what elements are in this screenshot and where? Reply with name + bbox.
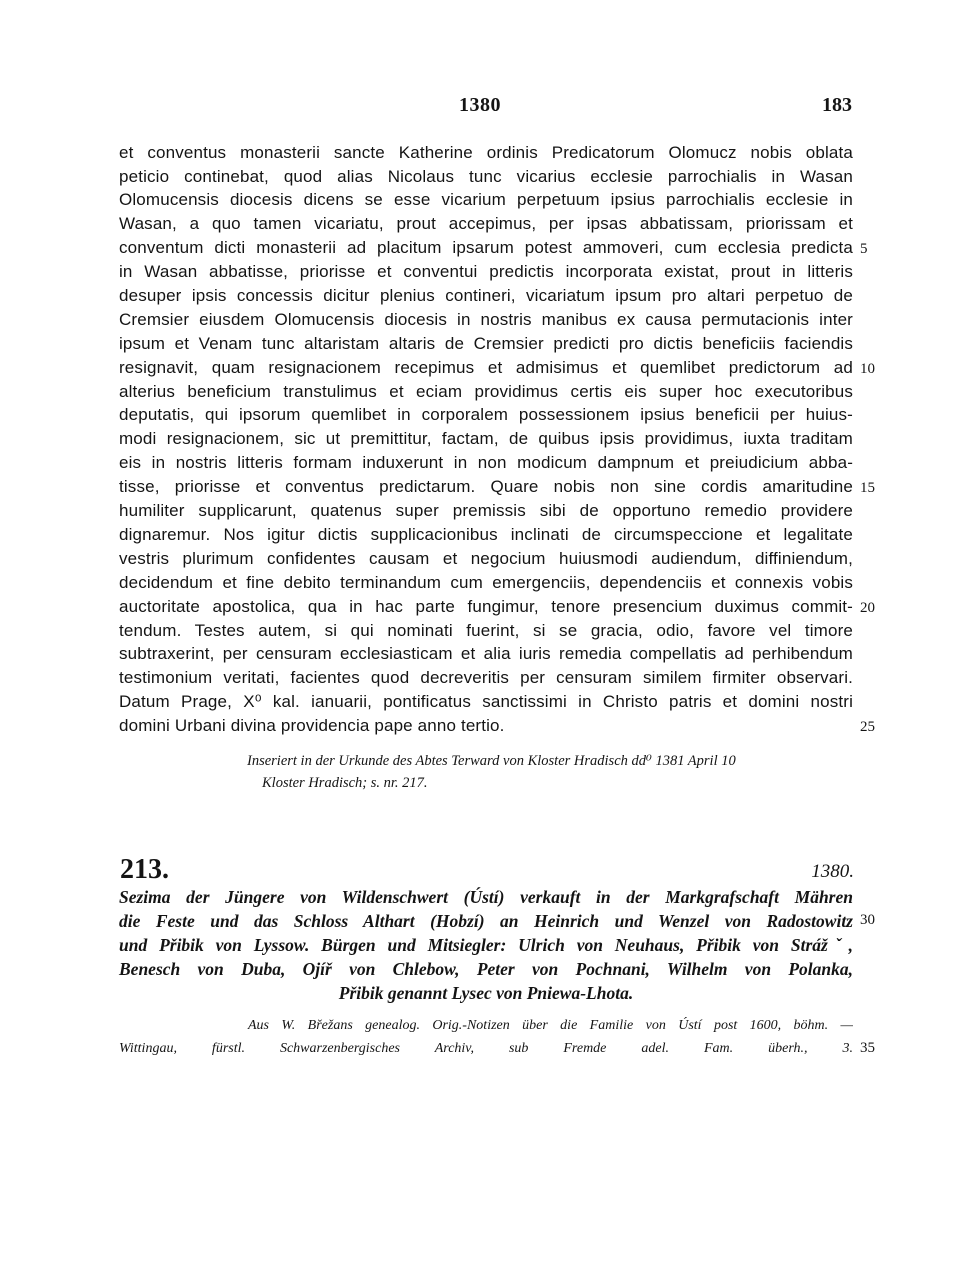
header-year: 1380 [459,94,501,116]
line-number: 30 [860,912,875,928]
page-number: 183 [822,94,852,116]
text-line: tisse, priorisse et conventus predictarum. Quare nobis non sine cordis amaritudine [119,477,853,496]
text-line: peticio continebat, quod alias Nicolaus tunc vicarius ecclesie parrochialis in Wasan [119,167,853,186]
text-line: alterius beneficium transtulimus et eciam providimus certis eis super hoc executoribus [119,382,853,401]
text-line: eis in nostris litteris formam induxerunt in non modicum dampnum et preiudicium abba- [119,453,853,472]
note-line: Kloster Hradisch; s. nr. 217. [262,775,428,791]
text-line: resignavit, quam resignacionem recepimus et admisimus et quemlibet predictorum ad [119,358,853,377]
text-line: in Wasan abbatisse, priorisse et conventui predictis incorporata existat, prout in litteris [119,262,853,281]
text-line: Wasan, a quo tamen vicariatu, prout accepimus, per ipsas abbatissam, priorissam et [119,214,853,233]
document-date: 1380. [811,861,854,882]
text-line: auctoritate apostolica, qua in hac parte fungimur, tenore presencium duximus commit- [119,597,853,616]
text-line: modi resignacionem, sic ut premittitur, factam, de quibus ipsis providimus, iuxta traditam [119,429,853,448]
regest-line: die Feste und das Schloss Althart (Hobzí) an Heinrich und Wenzel von Radostowitz [119,911,853,931]
line-number: 5 [860,241,868,257]
text-line: subtraxerint, per censuram ecclesiasticam et alia iuris remedia compellatis ad perhibendum [119,644,853,663]
note-line: Inseriert in der Urkunde des Abtes Terward von Kloster Hradisch dd⁰ 1381 April 10 [247,753,736,769]
regest-line: und Přibik von Lyssow. Bürgen und Mitsiegler: Ulrich von Neuhaus, Přibik von Strážˇ, [119,935,853,955]
line-number: 15 [860,480,875,496]
line-number: 25 [860,719,875,735]
text-line: ipsum et Venam tunc altaristam altaris de Cremsier predicti pro dictis beneficiis faciendis [119,334,853,353]
source-line: Wittingau, fürstl. Schwarzenbergisches Archiv, sub Fremde adel. Fam. überh., 3. [119,1041,853,1056]
text-line: conventum dicti monasterii ad placitum ipsarum potest ammoveri, cum ecclesia predicta [119,238,853,257]
source-line: Aus W. Břežans genealog. Orig.-Notizen über die Familie von Ústí post 1600, böhm. — [248,1018,853,1033]
regest-line: Sezima der Jüngere von Wildenschwert (Ústí) verkauft in der Markgrafschaft Mähren [119,887,853,907]
text-line: Datum Prage, X⁰ kal. ianuarii, pontificatus sanctissimi in Christo patris et domini nostri [119,692,853,711]
document-number: 213. [120,854,169,885]
text-line: Olomucensis diocesis dicens se esse vicarium perpetuum ipsius parrochialis ecclesie in [119,190,853,209]
regest-line: Přibik genannt Lysec von Pniewa-Lhota. [338,983,634,1003]
text-line: dignaremur. Nos igitur dictis supplicacionibus inclinati de circumspeccione et legalitate [119,525,853,544]
line-number: 10 [860,361,875,377]
text-line: testimonium veritati, facientes quod decreveritis per censuram similem firmiter observari. [119,668,853,687]
text-line: desuper ipsis concessis dicitur plenius contineri, vicariatum ipsum pro altari perpetuo de [119,286,853,305]
text-line: domini Urbani divina providencia pape anno tertio. [119,716,505,735]
text-line: deputatis, qui ipsorum quemlibet in corporalem possessionem ipsius beneficii per huius- [119,405,853,424]
regest-line: Benesch von Duba, Ojíř von Chlebow, Peter von Pochnani, Wilhelm von Polanka, [119,959,853,979]
text-line: humiliter supplicarunt, quatenus super premissis sibi de opportuno remedio providere [119,501,853,520]
line-number: 35 [860,1040,875,1056]
text-line: tendum. Testes autem, si qui nominati fuerint, si se gracia, odio, favore vel timore [119,621,853,640]
text-line: Cremsier eiusdem Olomucensis diocesis in nostris manibus ex causa permutacionis inter [119,310,853,329]
text-line: vestris plurimum confidentes causam et negocium huiusmodi audiendum, diffiniendum, [119,549,853,568]
line-number: 20 [860,600,875,616]
text-line: et conventus monasterii sancte Katherine ordinis Predicatorum Olomucz nobis oblata [119,143,853,162]
text-line: decidendum et fine debito terminandum cum emergenciis, dependenciis et connexis vobis [119,573,853,592]
